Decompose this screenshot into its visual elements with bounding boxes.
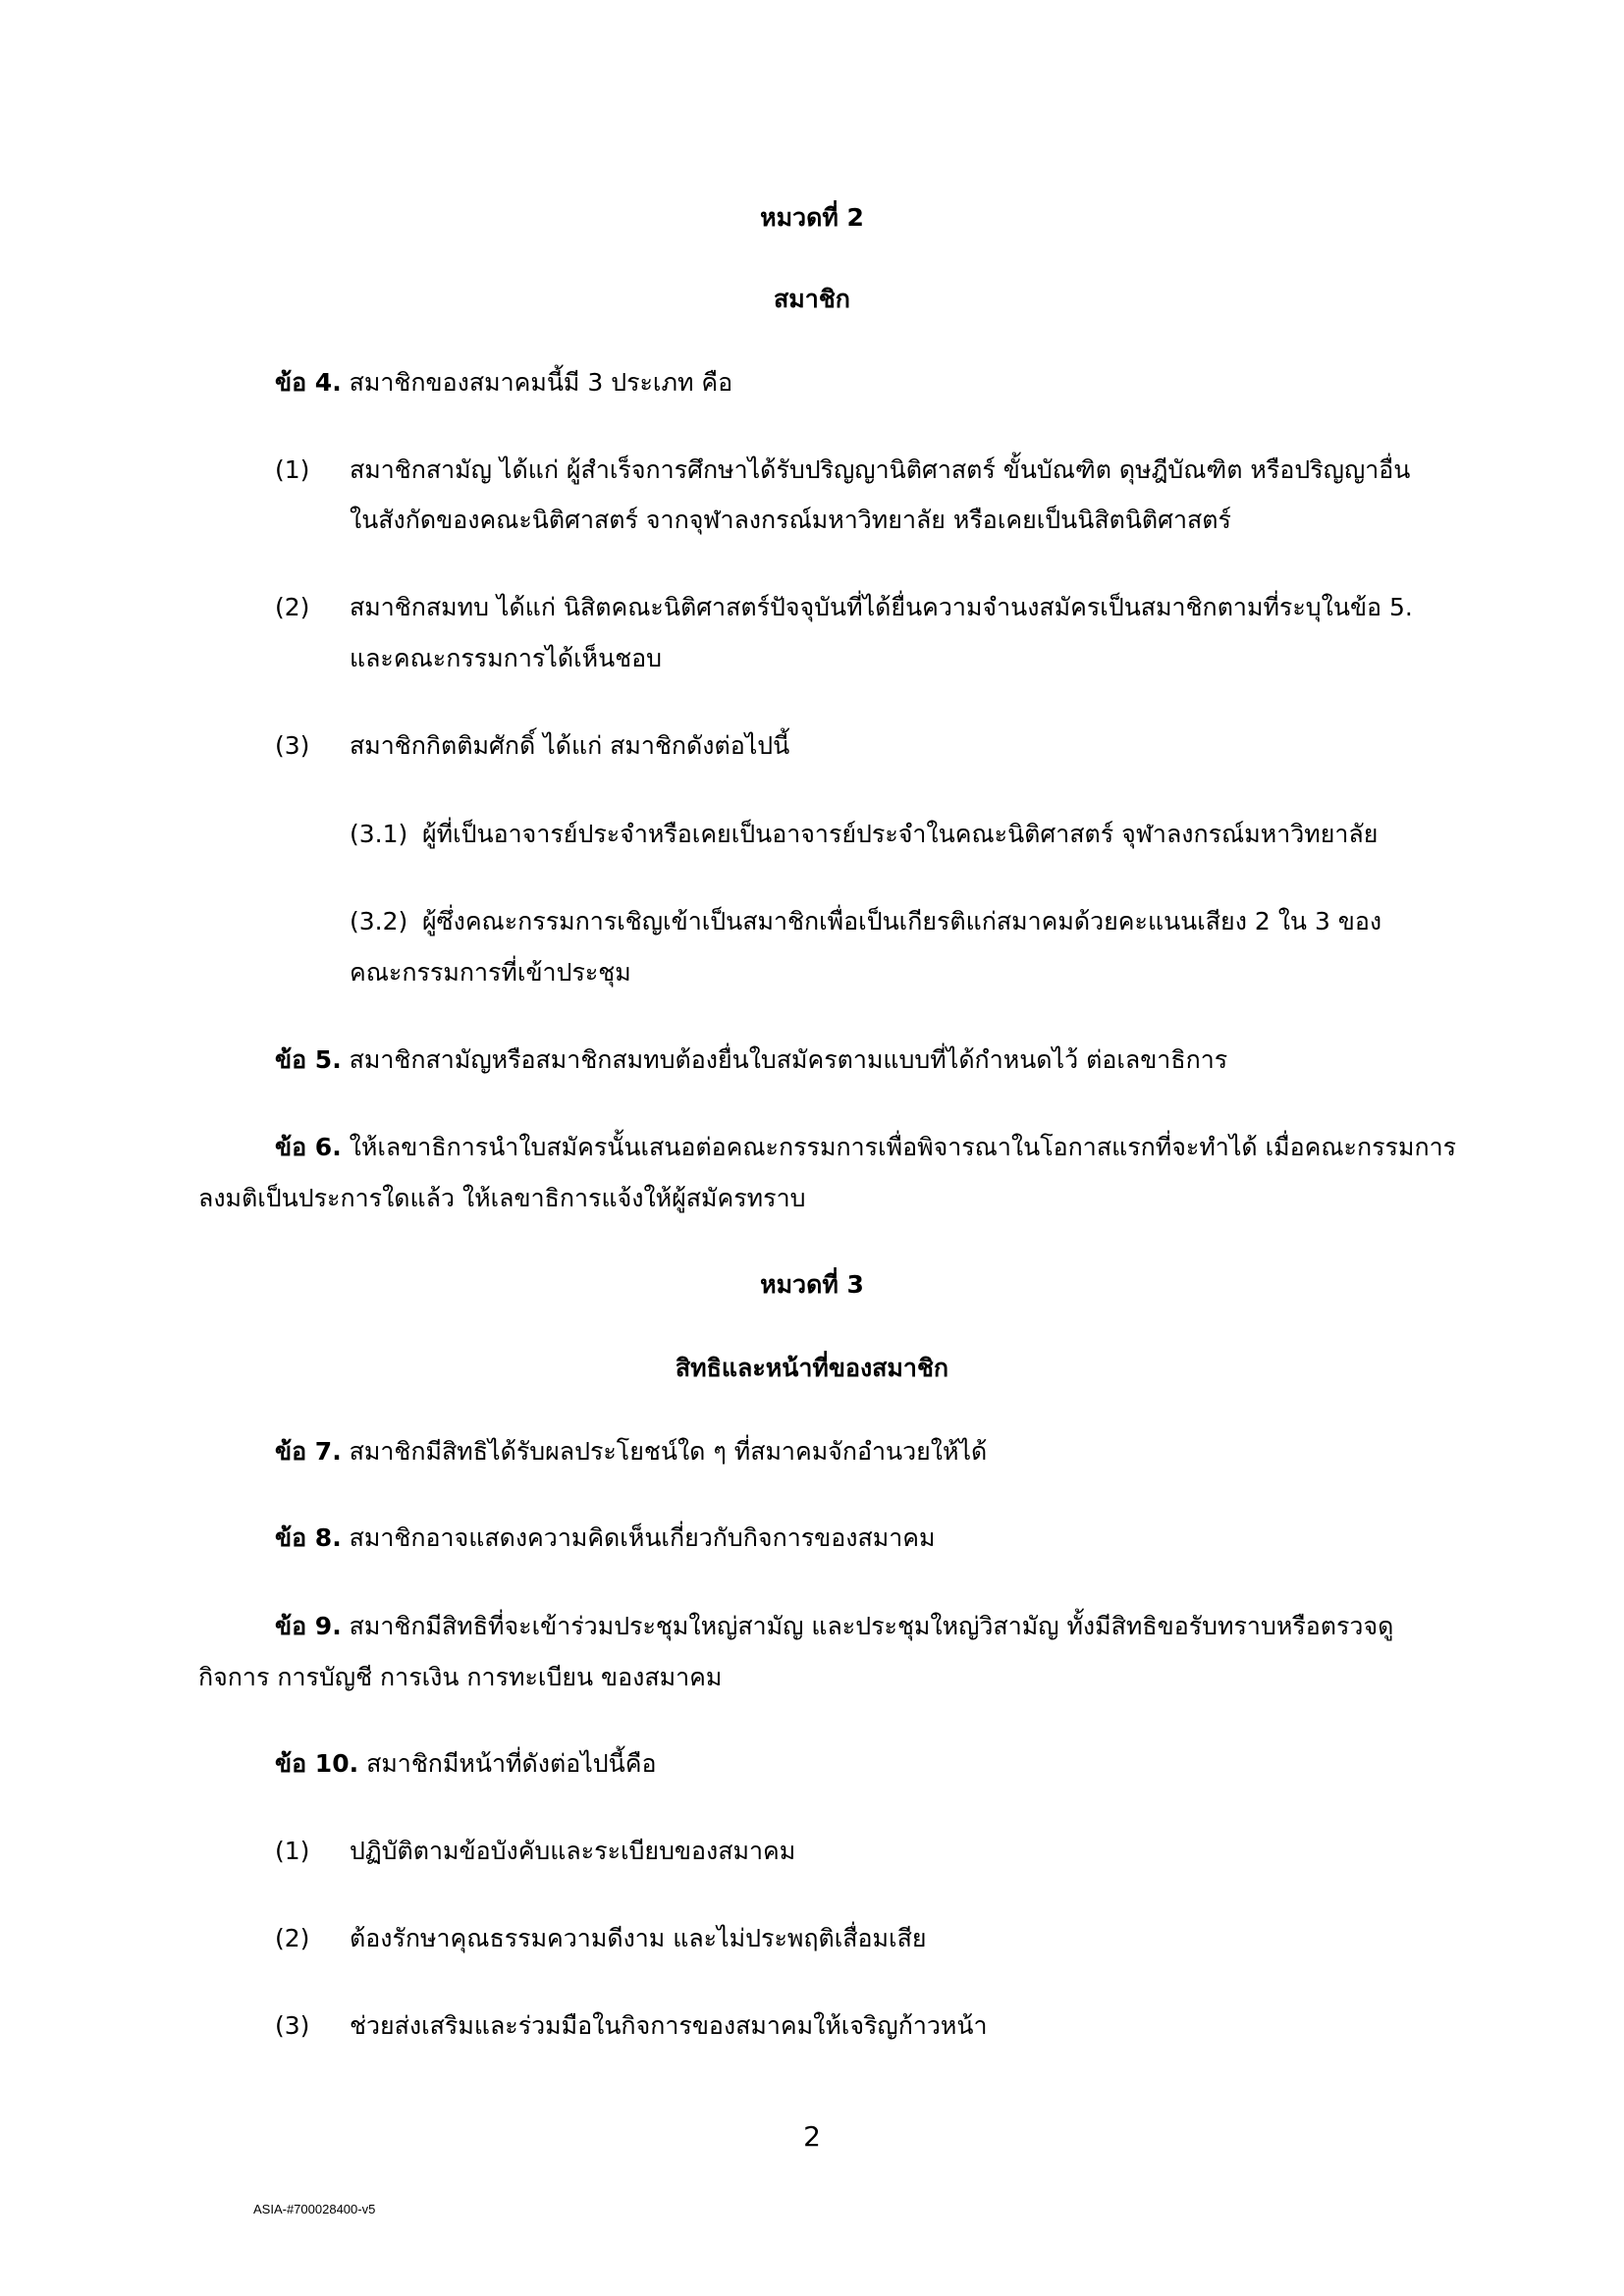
clause-4-subitem-3-2-line-1: ผู้ซึ่งคณะกรรมการเชิญเข้าเป็นสมาชิกเพื่อเป็นเกียรติแก่สมาคมด้วยคะแนนเสียง 2 ใน 3 ของ	[422, 907, 1382, 935]
clause-4-item-1-line-1: สมาชิกสามัญ ได้แก่ ผู้สำเร็จการศึกษาได้รับปริญญานิติศาสตร์ ขั้นบัณฑิต ดุษฎีบัณฑิต หรือปริญญาอื่น	[350, 455, 1411, 484]
chapter-3-title: สิทธิและหน้าที่ของสมาชิก	[675, 1354, 949, 1382]
clause-7-text: สมาชิกมีสิทธิได้รับผลประโยชน์ใด ๆ ที่สมาคมจักอำนวยให้ได้	[349, 1437, 988, 1466]
clause-10-item-2-text: ต้องรักษาคุณธรรมความดีงาม และไม่ประพฤติเสื่อมเสีย	[350, 1924, 927, 1952]
clause-6-label: ข้อ 6.	[275, 1133, 342, 1161]
clause-5-text: สมาชิกสามัญหรือสมาชิกสมทบต้องยื่นใบสมัครตามแบบที่ได้กำหนดไว้ ต่อเลขาธิการ	[349, 1045, 1228, 1074]
chapter-3-heading: หมวดที่ 3	[760, 1270, 864, 1299]
page-number: 2	[803, 2120, 821, 2153]
clause-4-subitem-3-2-num: (3.2)	[350, 907, 408, 935]
clause-8-text: สมาชิกอาจแสดงความคิดเห็นเกี่ยวกับกิจการของสมาคม	[349, 1523, 936, 1552]
clause-4-item-3-line-1: สมาชิกกิตติมศักดิ์ ได้แก่ สมาชิกดังต่อไปนี้	[350, 731, 790, 760]
clause-4-label: ข้อ 4.	[275, 368, 342, 397]
clause-4-subitem-3-1-line-1: ผู้ที่เป็นอาจารย์ประจำหรือเคยเป็นอาจารย์ประจำในคณะนิติศาสตร์ จุฬาลงกรณ์มหาวิทยาลัย	[422, 820, 1379, 848]
clause-4-subitem-3-1-num: (3.1)	[350, 820, 408, 848]
clause-10-item-2-num: (2)	[275, 1924, 310, 1952]
clause-4-item-3-num: (3)	[275, 731, 310, 760]
clause-5	[275, 1043, 1227, 1077]
clause-10-item-1-text: ปฏิบัติตามข้อบังคับและระเบียบของสมาคม	[350, 1837, 796, 1865]
clause-4	[275, 366, 732, 400]
clause-4-item-2-line-2: และคณะกรรมการได้เห็นชอบ	[350, 644, 663, 672]
clause-10-item-3-num: (3)	[275, 2011, 310, 2040]
clause-6-line-2: ลงมติเป็นประการใดแล้ว ให้เลขาธิการแจ้งให้ผู้สมัครทราบ	[198, 1184, 806, 1212]
document-footer-id: ASIA-#700028400-v5	[253, 2202, 376, 2216]
clause-8-label: ข้อ 8.	[275, 1523, 342, 1552]
clause-10-text: สมาชิกมีหน้าที่ดังต่อไปนี้คือ	[366, 1749, 657, 1778]
clause-6-line-1	[275, 1131, 1456, 1164]
clause-9-line-2: กิจการ การบัญชี การเงิน การทะเบียน ของสมาคม	[198, 1663, 723, 1691]
clause-10-item-1-num: (1)	[275, 1837, 310, 1865]
clause-5-label: ข้อ 5.	[275, 1045, 342, 1074]
clause-6-text-1: ให้เลขาธิการนำใบสมัครนั้นเสนอต่อคณะกรรมการเพื่อพิจารณาในโอกาสแรกที่จะทำได้ เมื่อคณะกรรมการ	[349, 1133, 1457, 1161]
clause-8	[275, 1522, 935, 1555]
clause-7	[275, 1435, 987, 1468]
clause-9-label: ข้อ 9.	[275, 1612, 342, 1640]
clause-9-line-1	[275, 1610, 1393, 1643]
clause-9-text-1: สมาชิกมีสิทธิที่จะเข้าร่วมประชุมใหญ่สามัญ และประชุมใหญ่วิสามัญ ทั้งมีสิทธิขอรับทราบหรือตรวจดู	[349, 1612, 1394, 1640]
clause-4-text: สมาชิกของสมาคมนี้มี 3 ประเภท คือ	[349, 368, 733, 397]
chapter-2-title: สมาชิก	[774, 285, 850, 313]
clause-4-item-2-num: (2)	[275, 593, 310, 621]
clause-4-item-2-line-1: สมาชิกสมทบ ได้แก่ นิสิตคณะนิติศาสตร์ปัจจุบันที่ได้ยื่นความจำนงสมัครเป็นสมาชิกตามที่ระบุในข้อ 5.	[350, 593, 1413, 621]
clause-10	[275, 1747, 656, 1781]
chapter-2-heading: หมวดที่ 2	[760, 203, 864, 232]
clause-10-label: ข้อ 10.	[275, 1749, 359, 1778]
clause-4-item-1-line-2: ในสังกัดของคณะนิติศาสตร์ จากจุฬาลงกรณ์มหาวิทยาลัย หรือเคยเป็นนิสิตนิติศาสตร์	[350, 506, 1231, 534]
clause-4-subitem-3-2-line-2: คณะกรรมการที่เข้าประชุม	[350, 958, 631, 987]
clause-4-item-1-num: (1)	[275, 455, 310, 484]
clause-7-label: ข้อ 7.	[275, 1437, 342, 1466]
clause-10-item-3-text: ช่วยส่งเสริมและร่วมมือในกิจการของสมาคมให้เจริญก้าวหน้า	[350, 2011, 988, 2040]
